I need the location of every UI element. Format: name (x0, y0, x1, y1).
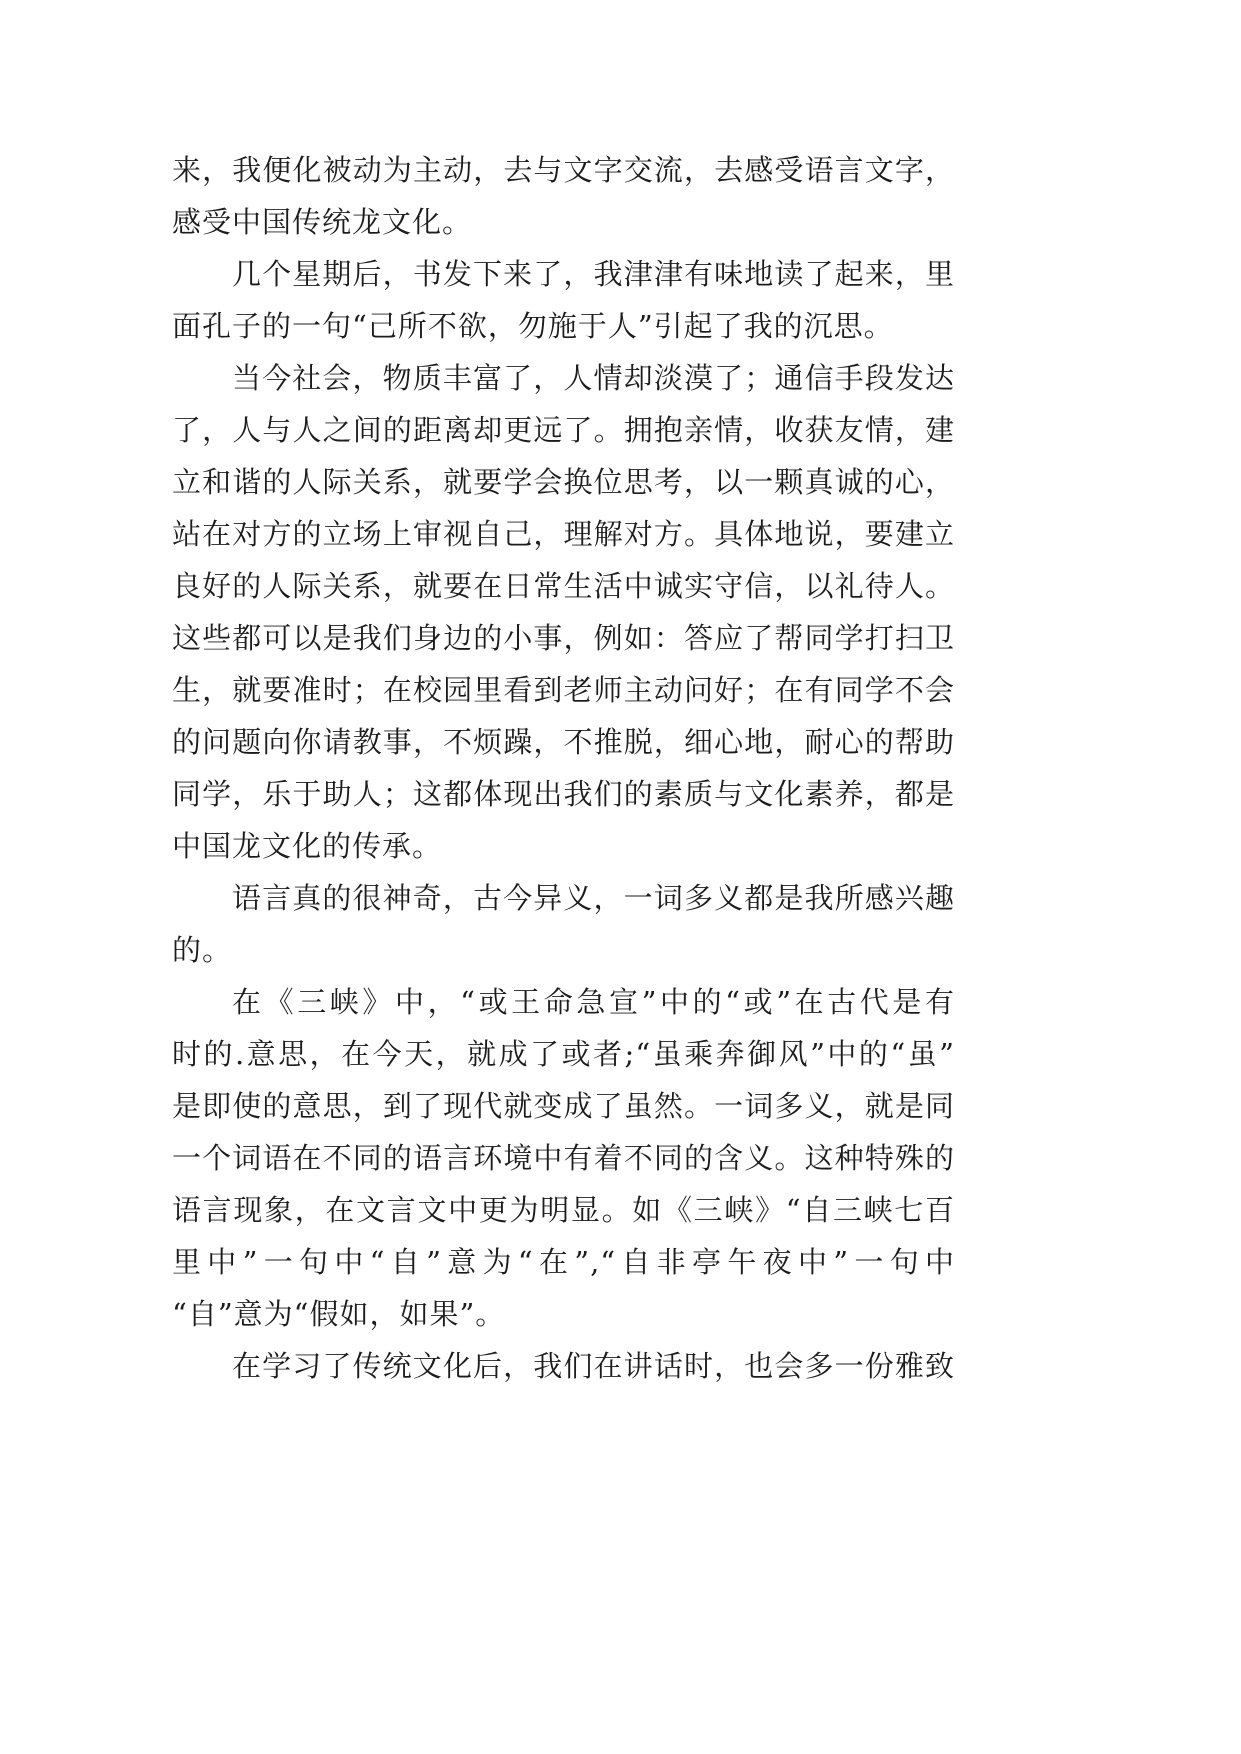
text-line: 当今社会，物质丰富了，人情却淡漠了；通信手段发达 (232, 361, 955, 395)
paragraph (172, 248, 955, 352)
text-line: 了，人与人之间的距离却更远了。拥抱亲情，收获友情，建 (172, 413, 955, 447)
text-line: 面孔子的一句“己所不欲，勿施于人”引起了我的沉思。 (172, 309, 894, 343)
text-line: 这些都可以是我们身边的小事，例如：答应了帮同学打扫卫 (172, 621, 955, 655)
text-line: 语言真的很神奇，古今异义，一词多义都是我所感兴趣 (232, 881, 955, 915)
paragraph (172, 1340, 955, 1392)
body-text (172, 144, 955, 1392)
paragraph (172, 144, 955, 248)
text-line: 来，我便化被动为主动，去与文字交流，去感受语言文字， (172, 153, 955, 187)
text-line: 中国龙文化的传承。 (172, 829, 443, 863)
text-line: 良好的人际关系，就要在日常生活中诚实守信，以礼待人。 (172, 569, 955, 603)
text-line: 时的.意思，在今天，就成了或者;“虽乘奔御风”中的“虽” (172, 1037, 955, 1071)
text-line: 一个词语在不同的语言环境中有着不同的含义。这种特殊的 (172, 1141, 955, 1175)
paragraph (172, 352, 955, 872)
text-line: 站在对方的立场上审视自己，理解对方。具体地说，要建立 (172, 517, 955, 551)
text-line: 生，就要准时；在校园里看到老师主动问好；在有同学不会 (172, 673, 955, 707)
paragraph (172, 872, 955, 976)
text-line: 感受中国传统龙文化。 (172, 205, 473, 239)
text-line: 语言现象，在文言文中更为明显。如《三峡》“自三峡七百 (172, 1193, 955, 1227)
text-line: 几个星期后，书发下来了，我津津有味地读了起来，里 (232, 257, 955, 291)
text-line: 里中”一句中“自”意为“在”,“自非亭午夜中”一句中 (172, 1245, 955, 1279)
text-line: 在《三峡》中，“或王命急宣”中的“或”在古代是有 (232, 985, 955, 1019)
text-line: 立和谐的人际关系，就要学会换位思考，以一颗真诚的心， (172, 465, 955, 499)
paragraph (172, 976, 955, 1340)
text-line: 同学，乐于助人；这都体现出我们的素质与文化素养，都是 (172, 777, 955, 811)
text-line: 在学习了传统文化后，我们在讲话时，也会多一份雅致 (232, 1349, 955, 1383)
text-line: “自”意为“假如，如果”。 (172, 1297, 506, 1331)
text-line: 是即使的意思，到了现代就变成了虽然。一词多义，就是同 (172, 1089, 955, 1123)
text-line: 的。 (172, 933, 233, 967)
text-line: 的问题向你请教事，不烦躁，不推脱，细心地，耐心的帮助 (172, 725, 955, 759)
